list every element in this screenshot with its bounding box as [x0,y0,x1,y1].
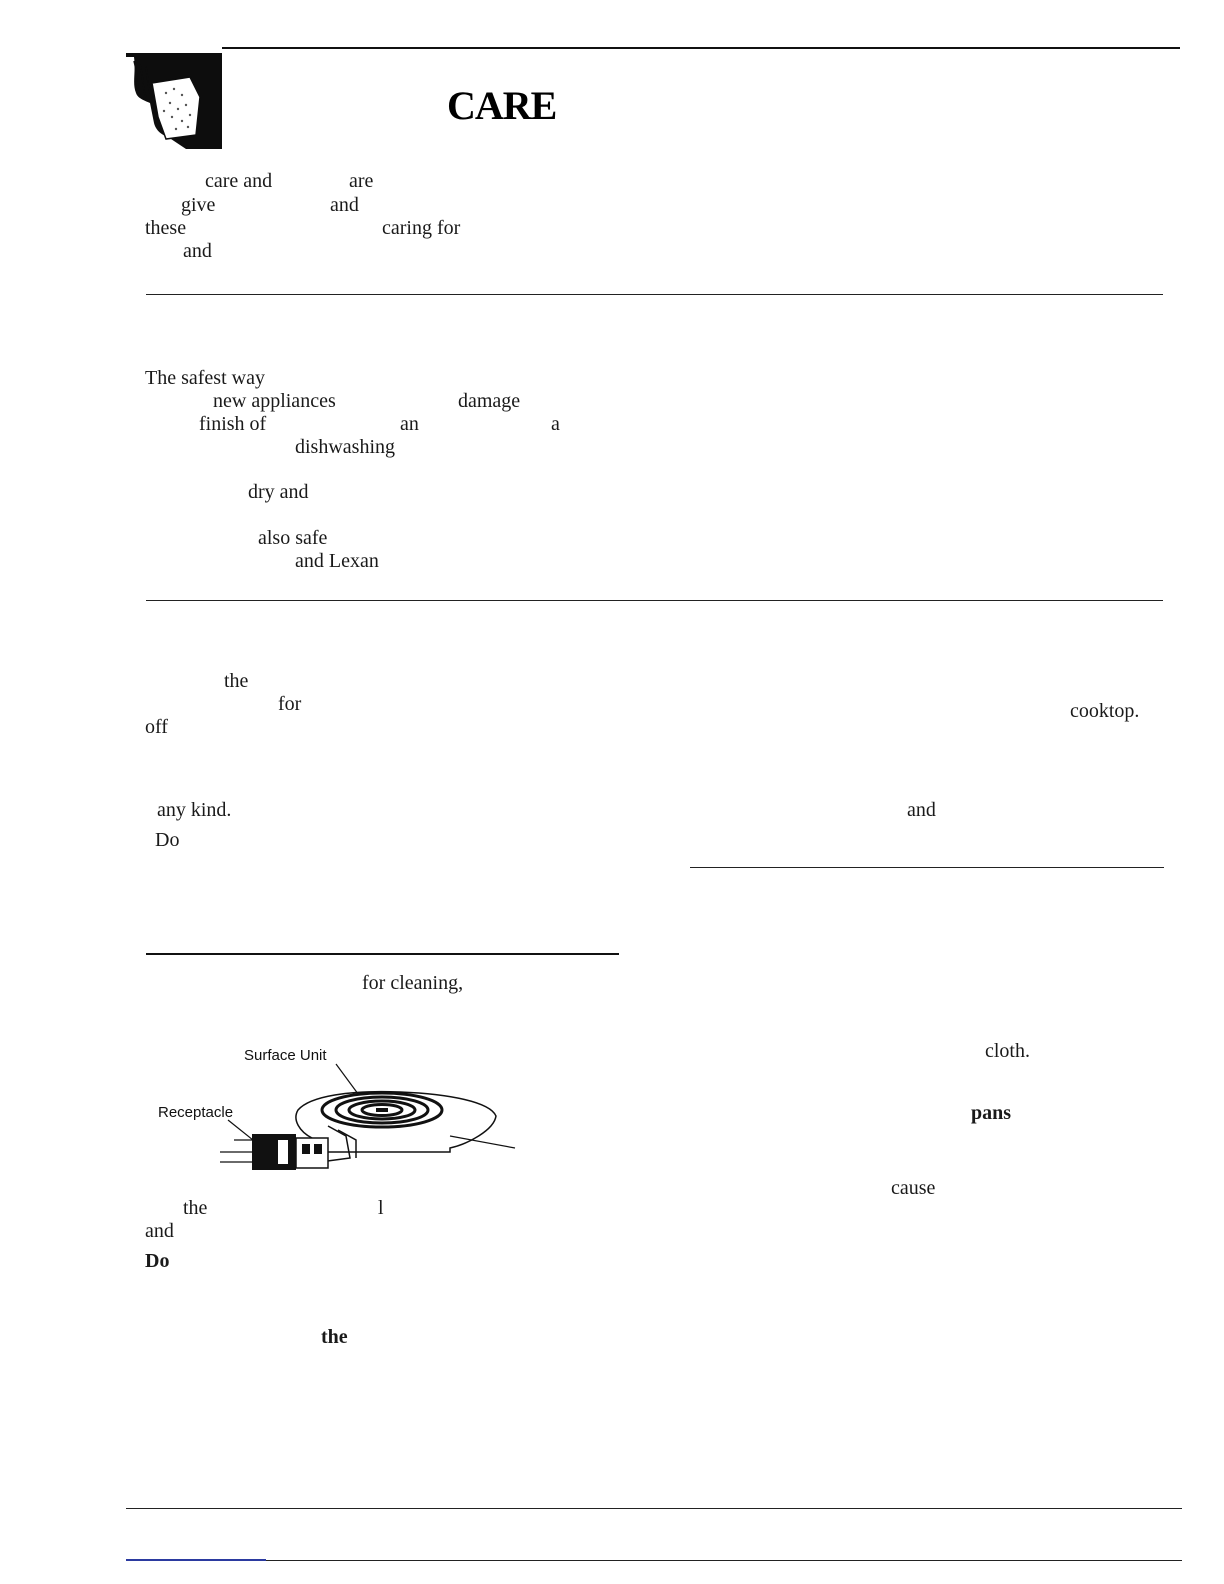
section-divider [146,294,1163,295]
section4-fragment: cloth. [985,1040,1030,1062]
intro-fragment: give [181,194,216,216]
section3-fragment: off [145,716,168,738]
intro-fragment: and [330,194,359,216]
section4-fragment: and [145,1220,174,1242]
section4-fragment: for cleaning, [362,972,464,994]
section2-fragment: dishwashing [295,436,395,458]
section2-fragment: an [400,413,419,435]
receptacle-label: Receptacle [158,1104,234,1121]
section2-fragment: also safe [258,527,328,549]
intro-fragment: caring for [382,217,461,239]
section4-fragment: the [183,1197,208,1219]
section3-fragment: and [907,799,936,821]
intro-fragment: and [183,240,212,262]
section2-fragment: and Lexan [295,550,379,572]
section2-fragment: new appliances [213,390,336,412]
section4-fragment: l [378,1197,384,1219]
section2-fragment: a [551,413,560,435]
surface-unit-label: Surface Unit [244,1047,327,1064]
section3-fragment: for [278,693,302,715]
section3-fragment: any kind. [157,799,232,821]
section3-fragment: cooktop. [1070,700,1140,722]
page-title: CARE [447,83,557,128]
section2-fragment: The safest way [145,367,265,389]
footer-rule [126,1508,1182,1509]
section-divider [146,600,1163,601]
section2-fragment: damage [458,390,521,412]
section2-fragment: finish of [199,413,267,435]
column-divider-left [146,953,619,955]
section4-fragment: Do [145,1250,170,1272]
section4-fragment: pans [971,1102,1012,1124]
section4-fragment: the [321,1326,348,1348]
surface-unit-diagram [150,1040,530,1180]
section3-fragment: the [224,670,249,692]
section4-fragment: cause [891,1177,936,1199]
footer-rule-bottom [266,1560,1182,1561]
header-rule [222,47,1180,49]
column-divider-right [690,867,1164,868]
section2-fragment: dry and [248,481,309,503]
section3-fragment: Do [155,829,180,851]
intro-fragment: are [349,170,374,192]
hand-with-sponge-icon [126,53,222,149]
intro-fragment: these [145,217,187,239]
footer-link-underline [126,1559,266,1561]
intro-fragment: care and [205,170,273,192]
